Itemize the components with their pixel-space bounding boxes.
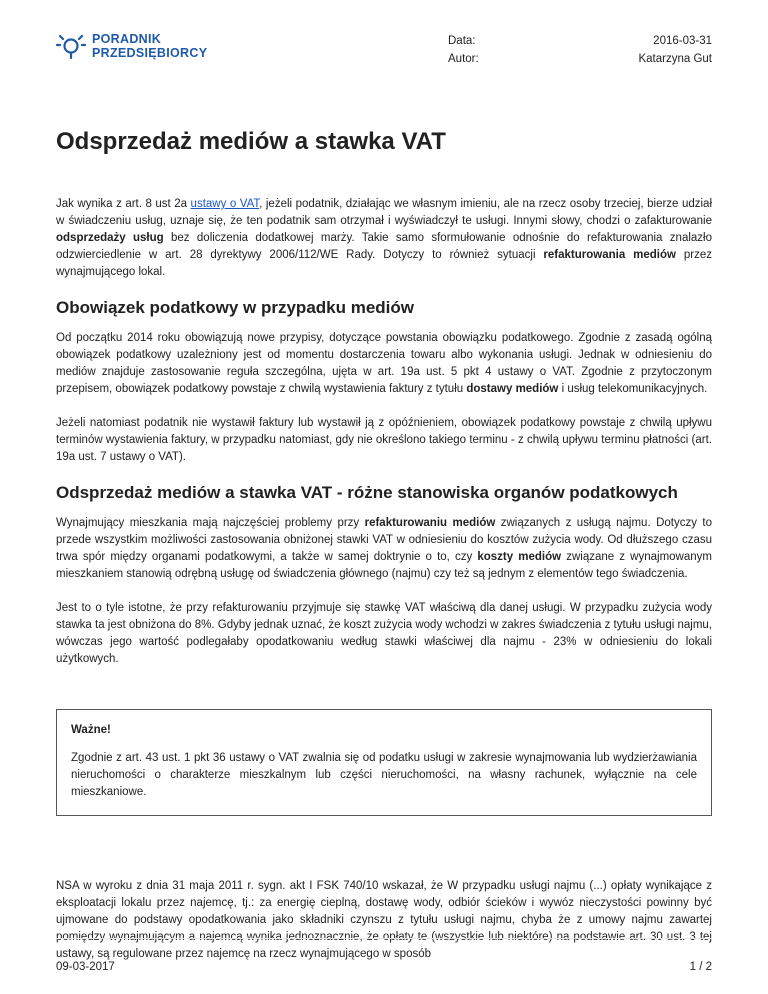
section1-paragraph-2: Jeżeli natomiast podatnik nie wystawił faktury lub wystawił ją z opóźnieniem, obowiązek podatkowy powstaje z chwilą upływu terminów wystawienia faktury, w przypadku natomiast, gdy nie określono takiego terminu - z chwilą upływu terminu płatności (art. 19a ust. 7 ustawy o VAT). <box>56 417 712 463</box>
intro-text-4: przez wynajmującego lokal. <box>56 249 712 278</box>
section2-paragraph-1 <box>56 515 712 583</box>
intro-text-1: Jak wynika z art. 8 ust 2a <box>56 198 191 210</box>
s1p1-text-2: i usług telekomunikacyjnych. <box>558 383 708 395</box>
meta-labels <box>448 32 479 68</box>
date-label: Data: <box>448 35 476 47</box>
article-body <box>56 196 712 963</box>
logo-line-2: PRZEDSIĘBIORCY <box>92 46 208 60</box>
lightbulb-icon <box>56 30 86 62</box>
notice-title: Ważne! <box>71 724 111 736</box>
s2p1-bold-1: refakturowaniu mediów <box>364 517 496 529</box>
vat-act-link[interactable]: ustawy o VAT <box>190 198 260 210</box>
meta-values <box>638 32 712 68</box>
footer-date: 09-03-2017 <box>56 961 115 973</box>
logo-line-1: PORADNIK <box>92 32 162 46</box>
intro-text-2: , jeżeli podatnik, działając we własnym imieniu, ale na rzecz osoby trzeciej, bierze udział w świadczeniu usług, uznaje się, że ten podatnik sam otrzymał i wyświadczył te usługi. Innymi słowy, chodzi o zafakturowanie <box>56 198 713 227</box>
s2p1-text-3: związane z wynajmowanym mieszkaniem stanowią odrębną usługę od świadczenia głównego (najmu) czy też są jednym z elementów tego świadczenia. <box>56 551 712 580</box>
section-heading-1: Obowiązek podatkowy w przypadku mediów <box>56 298 415 317</box>
intro-bold-1: odsprzedaży usług <box>56 232 164 244</box>
nsa-paragraph: NSA w wyroku z dnia 31 maja 2011 r. sygn. akt I FSK 740/10 wskazał, że W przypadku usługi najmu (...) opłaty wynikające z eksploatacji lokalu przez najemcę, tj.: za energię cieplną, dostawę wody, odbiór ścieków i wywóz nieczystości powinny być ujmowane do podstawy opodatkowania jako składniki czynszu z tytułu usługi najmu, chyba że z umowy najmu zawartej pomiędzy wynajmującym a najemcą wynika jednoznacznie, że opłaty te (wszystkie lub niektóre) na podstawie art. 30 ust. 3 tej ustawy, są regulowane przez najemcę na rzecz wynajmującego w sposób <box>56 880 712 960</box>
date-value: 2016-03-31 <box>653 35 712 47</box>
logo[interactable] <box>56 30 207 62</box>
s1p1-text-1: Od początku 2014 roku obowiązują nowe przypisy, dotyczące powstania obowiązku podatkowego. Zgodnie z zasadą ogólną obowiązek podatkowy uzależniony jest od momentu dostarczenia towaru albo wykonania usługi. Jednak w odniesieniu do mediów znajduje zastosowanie reguła szczególna, ujęta w art. 19a ust. 5 pkt 4 ustawy o VAT. Zgodnie z przytoczonym przepisem, obowiązek podatkowy powstaje z chwilą wystawienia faktury z tytułu <box>56 332 712 395</box>
section-heading-2: Odsprzedaż mediów a stawka VAT - różne stanowiska organów podatkowych <box>56 483 678 502</box>
s2p1-bold-2: koszty mediów <box>477 551 562 563</box>
author-label: Autor: <box>448 53 479 65</box>
page-title: Odsprzedaż mediów a stawka VAT <box>56 128 446 155</box>
intro-text-3: bez doliczenia dodatkowej marży. Takie samo sformułowanie odnośnie do refakturowania znalazło odzwierciedlenie w art. 28 dyrektywy 2006/112/WE Rady. Dotyczy to również sytuacji <box>56 232 712 261</box>
s2p1-text-1: Wynajmujący mieszkania mają najczęściej problemy przy <box>56 517 365 529</box>
page-number: 1 / 2 <box>689 961 712 973</box>
author-value: Katarzyna Gut <box>638 53 712 65</box>
intro-paragraph <box>56 196 712 281</box>
notice-text: Zgodnie z art. 43 ust. 1 pkt 36 ustawy o VAT zwalnia się od podatku usługi w zakresie wynajmowania lub wydzierżawiania nieruchomości o charakterze mieszkalnym lub części nieruchomości, na własny rachunek, wyłącznie na cele mieszkaniowe. <box>71 752 697 798</box>
s1p1-bold-1: dostawy mediów <box>466 383 559 395</box>
intro-bold-2: refakturowania mediów <box>543 249 676 261</box>
section2-paragraph-2: Jest to o tyle istotne, że przy refakturowaniu przyjmuje się stawkę VAT właściwą dla danej usługi. W przypadku zużycia wody stawka ta jest obniżona do 8%. Gdyby jednak uznać, że koszt zużycia wody wchodzi w zakres świadczenia z tytułu usługi najmu, wówczas jego wartość podlegałaby opodatkowaniu według stawki właściwej dla najmu - 23% w odniesieniu do lokali użytkowych. <box>56 602 712 665</box>
footer-divider <box>56 938 712 939</box>
important-notice-box <box>56 709 712 816</box>
s2p1-text-2: związanych z usługą najmu. Dotyczy to przede wszystkim możliwości zastosowania obniżonej stawki VAT w odniesieniu do kosztów zużycia wody. Od dłuższego czasu trwa spór między organami podatkowymi, a także w samej doktrynie o to, czy <box>56 517 712 563</box>
section1-paragraph-1 <box>56 330 712 398</box>
